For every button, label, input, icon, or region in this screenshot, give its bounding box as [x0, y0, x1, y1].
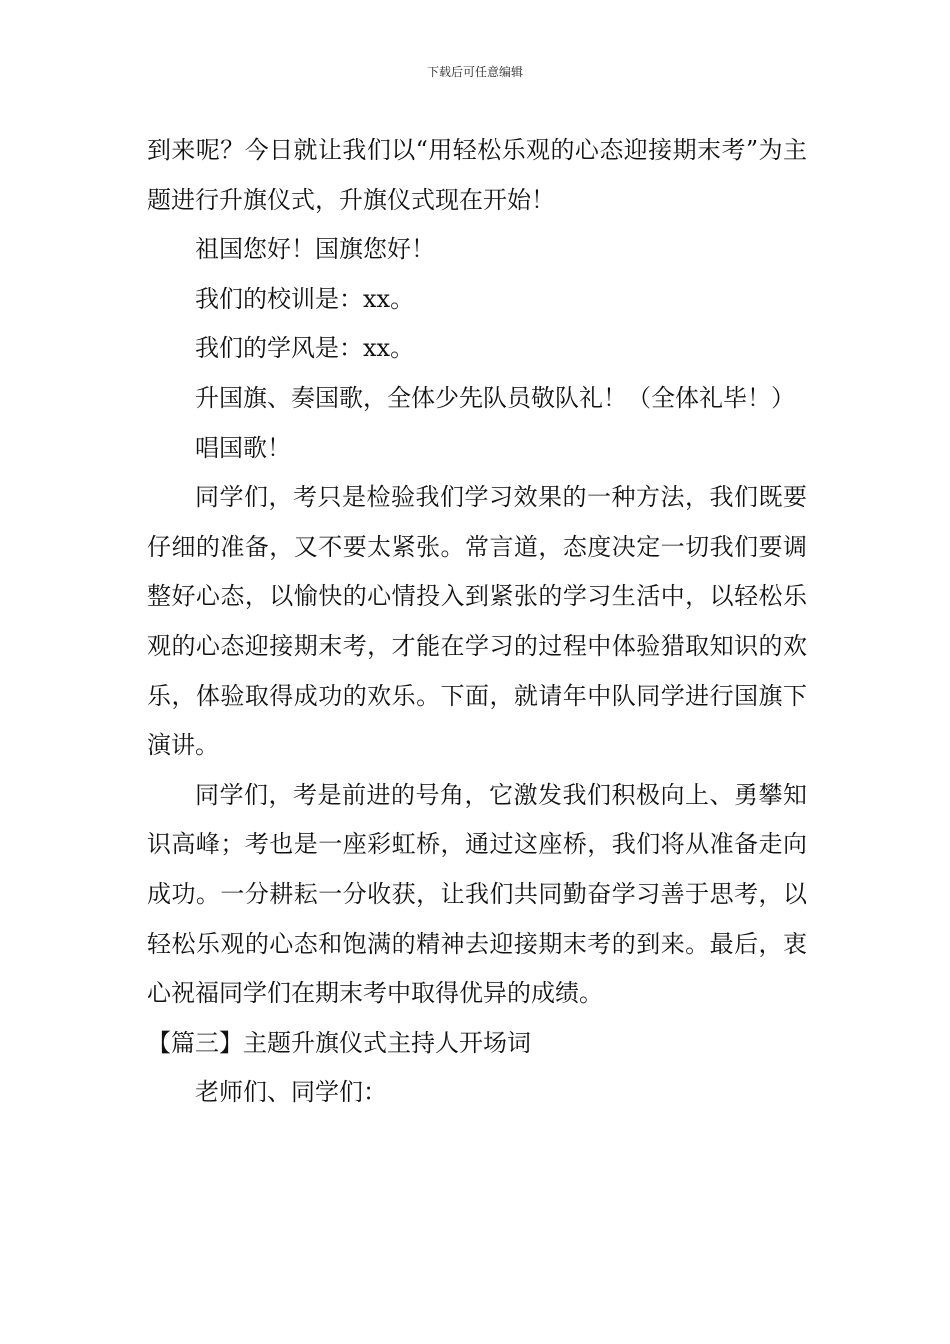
paragraph-exam-encouragement: 同学们，考是前进的号角，它激发我们积极向上、勇攀知识高峰；考也是一座彩虹桥，通过这座桥，我们将从准备走向成功。一分耕耘一分收获，让我们共同勤奋学习善于思考，以轻松乐观的心态和饱满的精神去迎接期末考的到来。最后，衷心祝福同学们在期末考中取得优异的成绩。	[147, 780, 807, 1008]
paragraph-flag-raising: 升国旗、奏国歌，全体少先队员敬队礼！（全体礼毕！）	[195, 383, 795, 412]
page-header-note: 下载后可任意编辑	[426, 65, 523, 79]
paragraph-study-style: 我们的学风是：xx。	[195, 334, 415, 363]
paragraph-opening: 到来呢？今日就让我们以“用轻松乐观的心态迎接期末考”为主题进行升旗仪式，升旗仪式现在开始！	[147, 136, 807, 214]
paragraph-greeting: 祖国您好！国旗您好！	[195, 235, 435, 264]
paragraph-school-motto: 我们的校训是：xx。	[195, 284, 415, 313]
paragraph-anthem: 唱国歌！	[195, 433, 291, 462]
paragraph-salutation: 老师们、同学们：	[195, 1078, 387, 1107]
document-body	[147, 126, 807, 1118]
paragraph-exam-attitude: 同学们，考只是检验我们学习效果的一种方法，我们既要仔细的准备，又不要太紧张。常言道，态度决定一切我们要调整好心态，以愉快的心情投入到紧张的学习生活中，以轻松乐观的心态迎接期末考，才能在学习的过程中体验猎取知识的欢乐，体验取得成功的欢乐。下面，就请年中队同学进行国旗下演讲。	[147, 483, 807, 760]
section-heading: 【篇三】主题升旗仪式主持人开场词	[147, 1028, 531, 1057]
